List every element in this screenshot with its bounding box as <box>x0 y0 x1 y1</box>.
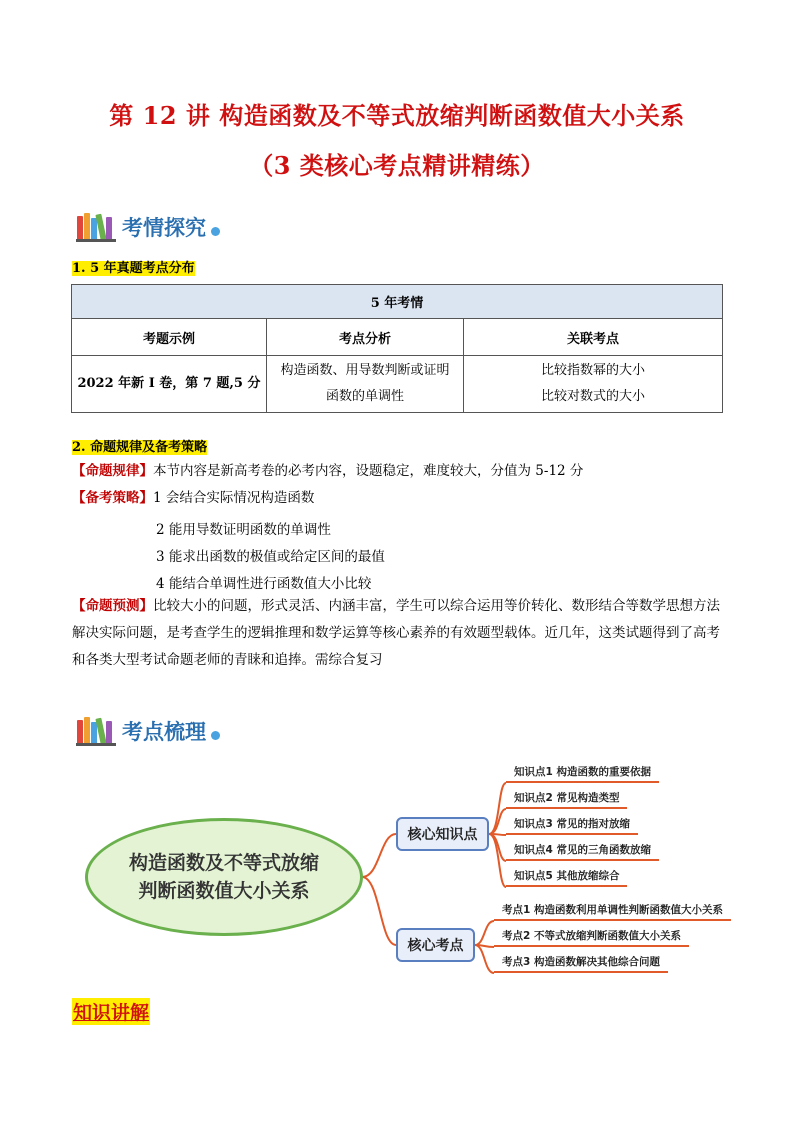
mindmap-leaf: 考点2 不等式放缩判断函数值大小关系 <box>494 925 689 947</box>
mindmap-leaf: 考点3 构造函数解决其他综合问题 <box>494 951 668 973</box>
strategy-item: 3 能求出函数的极值或给定区间的最值 <box>156 549 385 565</box>
subtitle-rules-strategy: 2. 命题规律及备考策略 <box>72 440 208 455</box>
section-label: 考情探究 <box>122 216 206 240</box>
table-header: 考题示例 <box>72 319 267 356</box>
mindmap-leaf: 知识点3 常见的指对放缩 <box>506 813 638 835</box>
table-header: 关联考点 <box>464 319 723 356</box>
mindmap-leaf: 知识点1 构造函数的重要依据 <box>506 761 659 783</box>
table-caption: 5 年考情 <box>72 285 723 319</box>
strategy-paragraph: 【备考策略】1 会结合实际情况构造函数 <box>72 490 315 506</box>
mindmap-leaf: 知识点2 常见构造类型 <box>506 787 627 809</box>
rule-paragraph: 【命题规律】本节内容是新高考卷的必考内容，设题稳定，难度较大，分值为 5-12 分 <box>72 463 584 479</box>
mindmap-branch-exam-points: 核心考点 <box>396 928 475 962</box>
forecast-paragraph: 【命题预测】比较大小的问题，形式灵活、内涵丰富，学生可以综合运用等价转化、数形结合等数学思想方法解决实际问题，是考查学生的逻辑推理和数学运算等核心素养的有效题型载体。近几年，这类试题得到了高考和各类大型考试命题老师的青睐和追捧。需综合复习 <box>72 598 720 668</box>
mindmap-leaf: 考点1 构造函数利用单调性判断函数值大小关系 <box>494 899 731 921</box>
mindmap-leaf: 知识点5 其他放缩综合 <box>506 865 627 887</box>
strategy-tag: 【备考策略】 <box>72 490 153 506</box>
mindmap-center: 构造函数及不等式放缩 判断函数值大小关系 <box>85 818 363 936</box>
forecast-tag: 【命题预测】 <box>72 598 153 614</box>
strategy-item: 2 能用导数证明函数的单调性 <box>156 522 331 538</box>
strategy-item: 4 能结合单调性进行函数值大小比较 <box>156 576 372 592</box>
rule-tag: 【命题规律】 <box>72 463 153 479</box>
mindmap-branch-knowledge: 核心知识点 <box>396 817 489 851</box>
page-title-line2: （3 类核心考点精讲精练） <box>249 151 545 180</box>
mindmap-leaf: 知识点4 常见的三角函数放缩 <box>506 839 659 861</box>
section-label: 考点梳理 <box>122 720 206 744</box>
table-cell: 2022 年新 I 卷，第 7 题,5 分 <box>72 356 267 413</box>
knowledge-heading: 知识讲解 <box>72 998 150 1025</box>
page-title-line1: 第 12 讲 构造函数及不等式放缩判断函数值大小关系 <box>109 101 685 130</box>
table-header: 考点分析 <box>267 319 464 356</box>
table-cell: 比较指数幂的大小 比较对数式的大小 <box>464 356 723 413</box>
subtitle-exam-distribution: 1. 5 年真题考点分布 <box>72 261 195 276</box>
table-cell: 构造函数、用导数判断或证明 函数的单调性 <box>267 356 464 413</box>
